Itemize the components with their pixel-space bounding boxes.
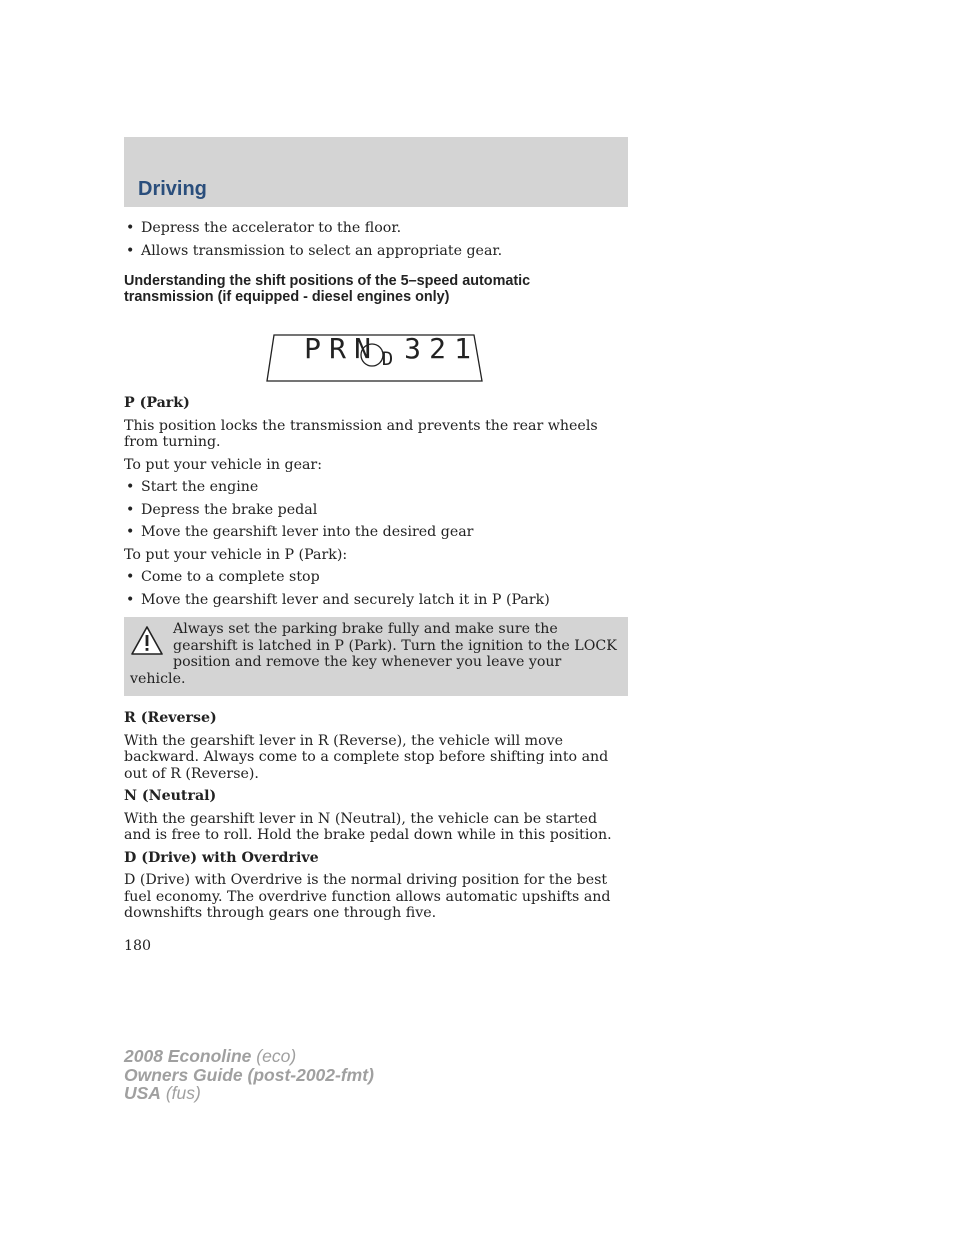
list-item: • Move the gearshift lever and securely latch it in P (Park) [124, 592, 628, 609]
warning-box [124, 617, 628, 696]
list-item: • Depress the accelerator to the floor. [124, 220, 628, 237]
section-header-band [124, 137, 628, 207]
list-item: • Allows transmission to select an appropriate gear. [124, 243, 628, 260]
gear-position-1: 1 [454, 332, 471, 365]
footer-model-code: (eco) [256, 1046, 297, 1066]
gear-position-3: 3 [404, 332, 421, 365]
footer-region: USA [124, 1083, 161, 1103]
gear-position-n: N [354, 332, 371, 365]
list-item: • Come to a complete stop [124, 569, 628, 586]
subheading [124, 274, 628, 305]
warning-triangle-icon [130, 625, 164, 657]
list-item: • Move the gearshift lever into the desired gear [124, 524, 628, 541]
subheading-line: Understanding the shift positions of the 5–speed automatic [124, 273, 531, 289]
subheading-line: transmission (if equipped - diesel engines only) [124, 288, 450, 305]
intro-bullet-list [124, 220, 628, 259]
neutral-description: With the gearshift lever in N (Neutral), the vehicle can be started and is free to roll. Hold the brake pedal down while in this position. [124, 810, 612, 843]
section-title: Driving [138, 178, 207, 200]
footer-line-3 [124, 1084, 374, 1103]
to-park-steps [124, 569, 628, 608]
drive-description: D (Drive) with Overdrive is the normal driving position for the best fuel economy. The overdrive function allows automatic upshifts and downshifts through gears one through five. [124, 872, 611, 921]
neutral-heading: N (Neutral) [124, 788, 217, 804]
park-description: This position locks the transmission and prevents the rear wheels from turning. [124, 417, 598, 450]
footer-model: 2008 Econoline [124, 1046, 252, 1066]
page-number: 180 [124, 937, 152, 954]
footer-guide: Owners Guide (post-2002-fmt) [124, 1064, 374, 1085]
list-item: • Start the engine [124, 479, 628, 496]
gear-position-r: R [329, 332, 346, 365]
warning-text: Always set the parking brake fully and make sure the gearshift is latched in P (Park). Turn the ignition to the LOCK position and remove the key whenever you leave your vehicle. [130, 621, 617, 687]
reverse-heading: R (Reverse) [124, 710, 217, 726]
to-park-intro: To put your vehicle in P (Park): [124, 546, 348, 563]
gear-position-p: P [304, 332, 321, 365]
park-heading: P (Park) [124, 395, 190, 411]
footer-line-1 [124, 1047, 374, 1066]
footer-region-code: (fus) [165, 1083, 201, 1103]
footer-line-2 [124, 1066, 374, 1085]
gear-indicator [124, 305, 628, 397]
in-gear-steps [124, 479, 628, 541]
gear-positions [300, 332, 475, 377]
drive-heading: D (Drive) with Overdrive [124, 849, 319, 866]
gear-position-2: 2 [429, 332, 446, 365]
list-item: • Depress the brake pedal [124, 502, 628, 519]
reverse-description: With the gearshift lever in R (Reverse), the vehicle will move backward. Always come to a complete stop before shifting into and out of R (Reverse). [124, 732, 609, 782]
gear-position-d: D [381, 348, 394, 370]
page-content [124, 220, 628, 954]
document-footer [124, 1047, 374, 1103]
in-gear-intro: To put your vehicle in gear: [124, 456, 322, 473]
